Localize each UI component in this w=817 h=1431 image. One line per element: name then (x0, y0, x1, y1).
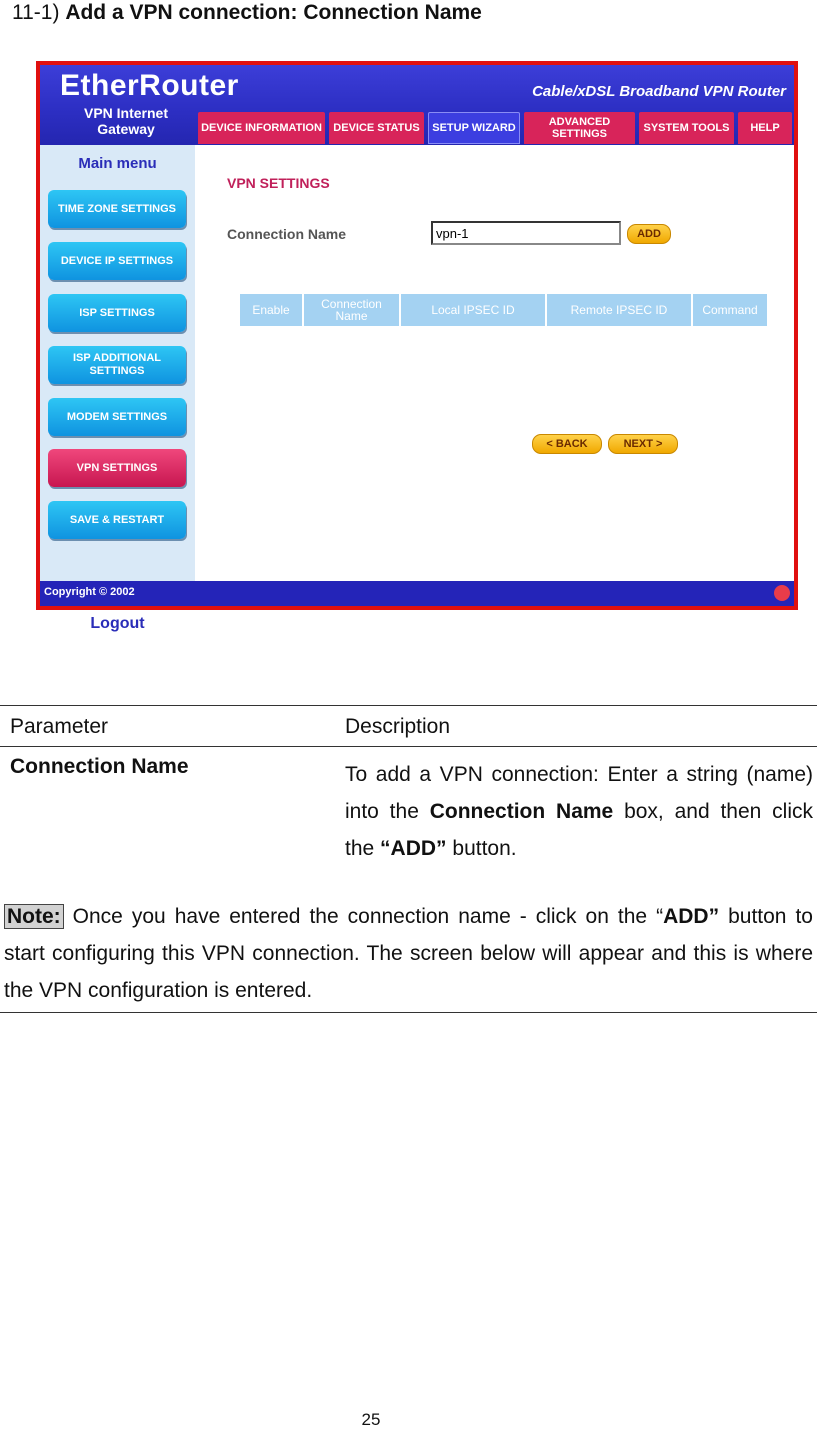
table-top-rule (0, 705, 817, 706)
section-heading (12, 0, 482, 26)
page-number: 25 (361, 1410, 381, 1429)
sidebar-item-device-ip[interactable]: DEVICE IP SETTINGS (48, 242, 186, 280)
note-label: Note: (4, 904, 64, 929)
note-paragraph (4, 898, 813, 1009)
sidebar-item-save-restart[interactable]: SAVE & RESTART (48, 501, 186, 539)
desc-part-1: To add a VPN connection: Enter a string (name) into the (345, 763, 813, 823)
next-button[interactable]: NEXT > (608, 434, 678, 454)
tab-setup-wizard[interactable]: SETUP WIZARD (428, 112, 520, 144)
router-product-title: Cable/xDSL Broadband VPN Router (532, 83, 786, 100)
desc-part-3: button. (452, 837, 517, 860)
desc-bold-add: “ADD” (380, 837, 447, 860)
router-logo-subtitle: VPN Internet Gateway (83, 105, 168, 137)
router-logo: EtherRouter (60, 69, 239, 102)
vpn-connection-table (240, 294, 767, 326)
note-text-2: button to start configuring this VPN connection. The screen below will appear and this is where the VPN configuration is entered. (4, 905, 813, 1002)
status-dot-icon (774, 585, 790, 601)
connection-name-input[interactable] (431, 221, 621, 245)
table-header-enable: Enable (240, 294, 302, 326)
desc-bold-connection-name: Connection Name (429, 800, 614, 823)
router-screenshot (36, 61, 798, 632)
top-nav-tabs (198, 112, 792, 144)
note-bold-add: ADD” (663, 905, 720, 928)
tab-device-information[interactable]: DEVICE INFORMATION (198, 112, 325, 144)
table-header-parameter: Parameter (10, 715, 109, 738)
note-bottom-rule (0, 1012, 817, 1013)
back-button[interactable]: < BACK (532, 434, 602, 454)
tab-help[interactable]: HELP (738, 112, 792, 144)
table-header-remote-ipsec-id: Remote IPSEC ID (547, 294, 691, 326)
copyright-text: Copyright © 2002 (44, 586, 135, 598)
add-button[interactable]: ADD (627, 224, 671, 244)
router-footer (40, 581, 794, 606)
connection-name-label: Connection Name (227, 226, 347, 242)
table-header-rule (0, 746, 817, 747)
sidebar-item-modem[interactable]: MODEM SETTINGS (48, 398, 186, 436)
main-menu-title: Main menu (78, 155, 157, 172)
param-connection-name: Connection Name (10, 755, 189, 778)
tab-advanced-settings[interactable]: ADVANCED SETTINGS (524, 112, 635, 144)
note-text-1: Once you have entered the connection name - click on the “ (72, 905, 664, 928)
table-header-command: Command (693, 294, 767, 326)
sidebar-item-time-zone[interactable]: TIME ZONE SETTINGS (48, 190, 186, 228)
table-header-local-ipsec-id: Local IPSEC ID (401, 294, 545, 326)
router-banner (40, 65, 794, 145)
tab-device-status[interactable]: DEVICE STATUS (329, 112, 424, 144)
table-header-connection-name: Connection Name (304, 294, 399, 326)
vpn-settings-panel (195, 145, 794, 581)
section-number: 11-1) (12, 1, 60, 24)
logout-link[interactable]: Logout (90, 615, 145, 632)
section-title: Add a VPN connection: Connection Name (65, 1, 482, 24)
sidebar-item-isp-additional[interactable]: ISP ADDITIONAL SETTINGS (48, 346, 186, 384)
tab-system-tools[interactable]: SYSTEM TOOLS (639, 112, 734, 144)
desc-part-2: box, and then click the (345, 800, 813, 860)
vpn-settings-title: VPN SETTINGS (227, 175, 330, 191)
table-header-description: Description (345, 715, 451, 738)
sidebar-item-isp-settings[interactable]: ISP SETTINGS (48, 294, 186, 332)
sidebar-item-vpn[interactable]: VPN SETTINGS (48, 449, 186, 487)
param-description (345, 756, 813, 867)
